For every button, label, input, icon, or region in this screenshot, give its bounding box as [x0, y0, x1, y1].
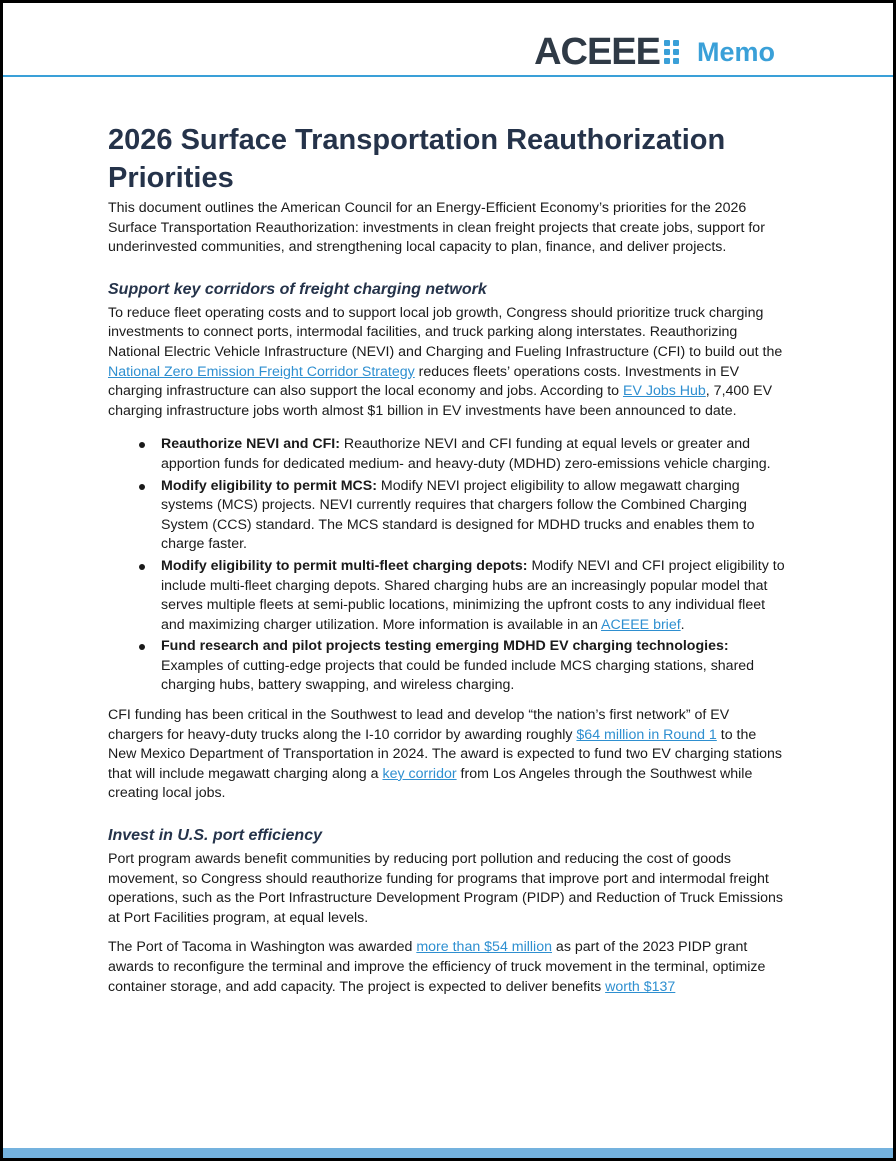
- footer-bar: [3, 1148, 893, 1158]
- aceee-brief-link[interactable]: ACEEE brief: [601, 616, 681, 633]
- freight-charging-paragraph: [108, 304, 788, 422]
- benefits-link[interactable]: worth $137: [605, 978, 676, 995]
- list-item: [161, 477, 788, 555]
- bullet-text: Examples of cutting-edge projects that could be funded include MCS charging stations, shared charging hubs, battery swapping, and wireless charging.: [161, 657, 755, 694]
- list-item: [161, 557, 788, 635]
- bullet-title: Modify eligibility to permit multi-fleet charging depots:: [161, 557, 528, 574]
- memo-header: [3, 3, 893, 75]
- text-span: to the New Mexico Department of Transportation in 2024. The award is expected to fund two EV charging stations that will include megawatt charging along a: [108, 726, 783, 782]
- bullet-title: Fund research and pilot projects testing emerging MDHD EV charging technologies:: [161, 638, 729, 655]
- tacoma-award-link[interactable]: more than $54 million: [416, 939, 552, 956]
- text-span: from Los Angeles through the Southwest while creating local jobs.: [108, 765, 753, 802]
- cfi-southwest-paragraph: [108, 706, 788, 804]
- section-heading-freight-charging: Support key corridors of freight charging network: [108, 280, 487, 298]
- bullet-text: Reauthorize NEVI and CFI funding at equal levels or greater and apportion funds for dedicated medium- and heavy-duty (MDHD) zero-emissions vehicle charging.: [161, 436, 771, 472]
- logo-wordmark: ACEEE: [534, 31, 660, 73]
- page-title: 2026 Surface Transportation Reauthorization Priorities: [108, 124, 726, 194]
- round-1-link[interactable]: $64 million in Round 1: [576, 726, 717, 743]
- key-corridor-link[interactable]: key corridor: [382, 765, 457, 782]
- text-span: , 7,400 EV charging infrastructure jobs worth almost $1 billion in EV investments have been announced to date.: [108, 383, 773, 419]
- header-rule: [3, 75, 893, 77]
- bullet-title: Modify eligibility to permit MCS:: [161, 477, 377, 494]
- ev-jobs-hub-link[interactable]: EV Jobs Hub: [622, 383, 706, 400]
- port-program-paragraph: Port program awards benefit communities by reducing port pollution and reducing the cost of goods movement, so Congress should reauthorize funding for programs that improve port and intermodal freight operations, such as the Port Infrastructure Development Program (PIDP) and Reduction of Truck Emissions at Port Facilities program, at equal levels.: [108, 851, 783, 926]
- text-span: The Port of Tacoma in Washington was awarded: [108, 939, 417, 956]
- port-tacoma-paragraph: [108, 938, 788, 997]
- freight-strategy-link[interactable]: National Zero Emission Freight Corridor Strategy: [108, 363, 415, 380]
- bullet-title: Reauthorize NEVI and CFI:: [161, 436, 340, 453]
- memo-body: [108, 121, 788, 997]
- aceee-logo: [534, 33, 679, 71]
- list-item: [161, 637, 788, 696]
- text-span: as part of the 2023 PIDP grant awards to reconfigure the terminal and improve the efficiency of truck movement in the terminal, optimize container storage, and add capacity. The project is expected to deliver benefits: [108, 939, 766, 995]
- bullet-text: Modify NEVI and CFI project eligibility to include multi-fleet charging depots. Shared charging hubs are an increasingly popular model that serves multiple fleets at semi-public locations, minimizing the upfront costs to any individual fleet and maximizing charger utilization. More information is available in an: [161, 557, 785, 633]
- text-span: reduces fleets’ operations costs. Investments in EV charging infrastructure can also support the local economy and jobs. According to: [108, 363, 740, 400]
- text-span: CFI funding has been critical in the Southwest to lead and develop “the nation’s first network” of EV chargers for heavy-duty trucks along the I-10 corridor by awarding roughly: [108, 707, 730, 743]
- logo-dots-icon: [664, 40, 679, 64]
- priorities-list: [108, 435, 788, 696]
- text-span: To reduce fleet operating costs and to support local job growth, Congress should prioritize truck charging investments to connect ports, intermodal facilities, and truck parking along interstates. Reauthorizing National Electric Vehicle Infrastructure (NEVI) and Charging and Fueling Infrastructure (CFI) to build out the: [108, 304, 783, 360]
- section-heading-port-efficiency: Invest in U.S. port efficiency: [108, 827, 322, 845]
- bullet-text: Modify NEVI project eligibility to allow megawatt charging systems (MCS) projects. NEVI currently requires that chargers follow the Combined Charging System (CCS) standard. The MCS standard is designed for MDHD trucks and enables them to charge faster.: [161, 477, 755, 553]
- memo-label: Memo: [696, 37, 775, 67]
- list-item: [161, 435, 788, 474]
- intro-paragraph: This document outlines the American Council for an Energy-Efficient Economy’s priorities for the 2026 Surface Transportation Reauthorization: investments in clean freight projects that create jobs, support for underinvested communities, and strengthening local capacity to plan, finance, and deliver projects.: [108, 200, 765, 256]
- bullet-text-end: .: [680, 616, 685, 633]
